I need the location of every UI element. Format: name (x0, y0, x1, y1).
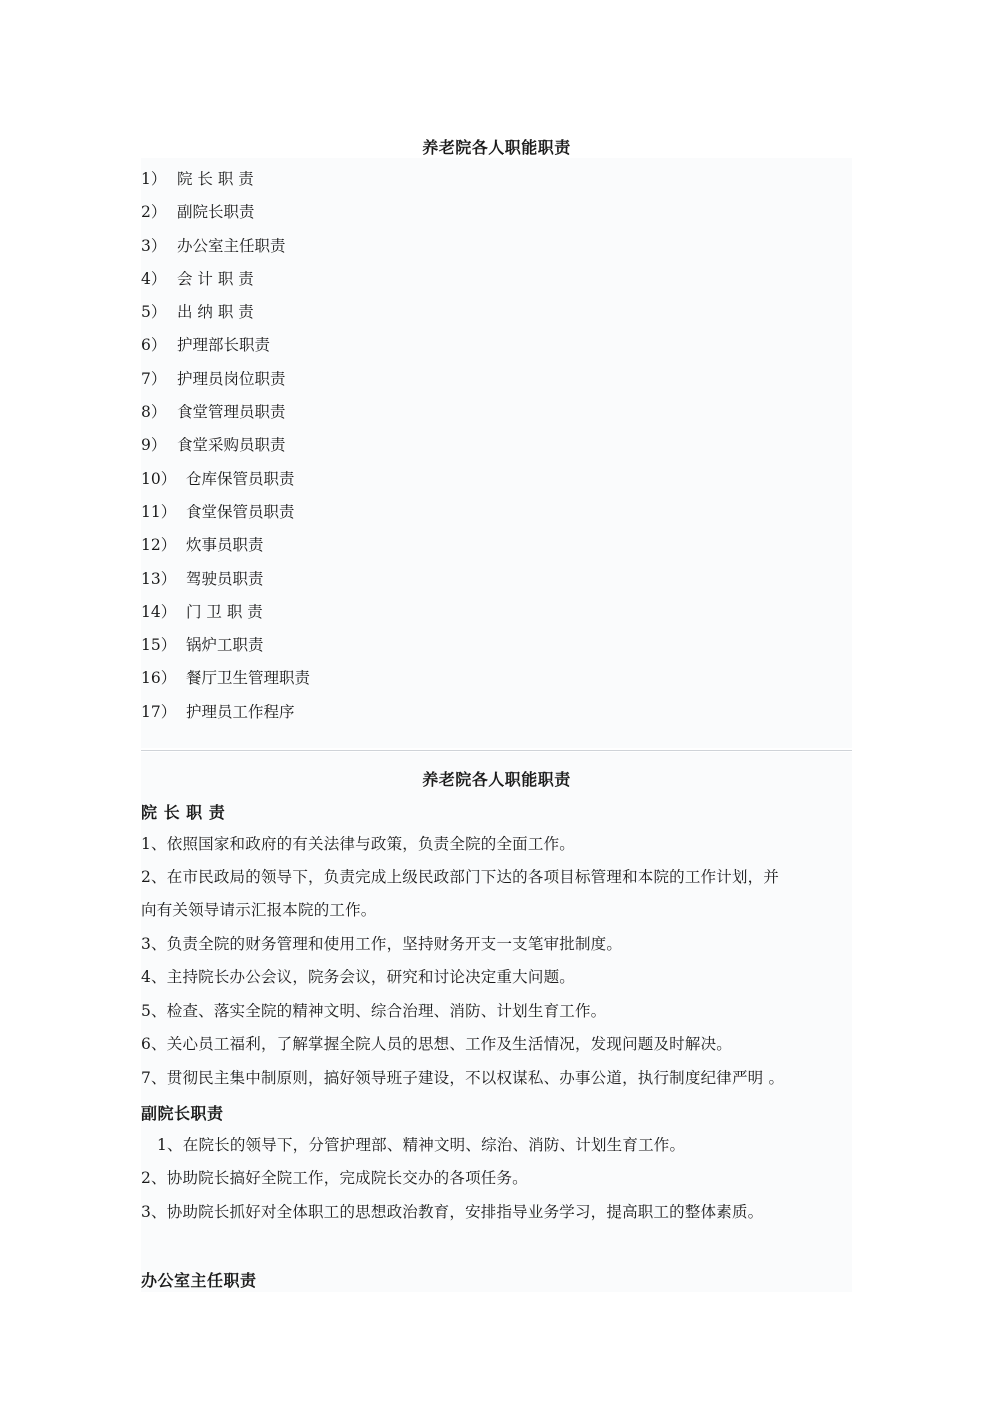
toc-item (141, 368, 852, 401)
toc-number: 2） (141, 203, 167, 222)
toc-item (141, 667, 852, 700)
toc-item (141, 534, 852, 567)
toc-number: 6） (141, 336, 167, 355)
toc-label: 锅炉工职责 (186, 636, 264, 655)
director-duty: 7、贯彻民主集中制原则，搞好领导班子建设，不以权谋私、办事公道，执行制度纪律严明 。 (141, 1069, 785, 1087)
director-duty: 5、检查、落实全院的精神文明、综合治理、消防、计划生育工作。 (141, 1002, 607, 1020)
toc-label: 驾驶员职责 (186, 569, 264, 588)
director-duty: 3、负责全院的财务管理和使用工作，坚持财务开支一支笔审批制度。 (141, 935, 623, 953)
toc-label: 餐厅卫生管理职责 (186, 669, 311, 688)
toc-item (141, 701, 852, 734)
toc-item (141, 401, 852, 434)
deputy-duty: 3、协助院长抓好对全体职工的思想政治教育，安排指导业务学习，提高职工的整体素质。 (141, 1203, 764, 1221)
toc-item (141, 168, 852, 201)
toc-label: 副院长职责 (177, 203, 255, 222)
toc-label: 食堂管理员职责 (177, 403, 286, 422)
director-duty: 1、依照国家和政府的有关法律与政策，负责全院的全面工作。 (141, 835, 575, 853)
toc-number: 3） (141, 236, 167, 255)
toc-number: 12） (141, 536, 177, 555)
section-title: 养老院各人职能职责 (422, 770, 571, 789)
toc-item (141, 434, 852, 467)
toc-number: 9） (141, 436, 167, 455)
toc-label: 院 长 职 责 (177, 170, 254, 188)
toc-number: 16） (141, 669, 177, 688)
toc-label: 仓库保管员职责 (186, 469, 295, 488)
toc-number: 13） (141, 569, 177, 588)
director-duty: 4、主持院长办公会议，院务会议，研究和讨论决定重大问题。 (141, 968, 575, 986)
document-title: 养老院各人职能职责 (422, 138, 571, 157)
toc-number: 1） (141, 170, 167, 188)
toc-item (141, 568, 852, 601)
toc-item (141, 501, 852, 534)
toc-label: 食堂采购员职责 (177, 436, 286, 455)
toc-label: 炊事员职责 (186, 536, 264, 555)
office-director-heading: 办公室主任职责 (141, 1271, 257, 1290)
director-duty: 2、在市民政局的领导下，负责完成上级民政部门下达的各项目标管理和本院的工作计划，并 (141, 868, 780, 886)
toc-number: 10） (141, 469, 177, 488)
director-duty-continued: 向有关领导请示汇报本院的工作。 (141, 901, 377, 919)
toc-number: 4） (141, 269, 167, 288)
toc-item (141, 634, 852, 667)
toc-number: 5） (141, 303, 167, 322)
toc-label: 护理员岗位职责 (177, 369, 286, 388)
director-heading: 院 长 职 责 (141, 803, 226, 822)
toc-label: 护理部长职责 (177, 336, 271, 355)
toc-item (141, 268, 852, 301)
toc-item (141, 235, 852, 268)
toc-label: 门 卫 职 责 (186, 602, 263, 621)
director-duty: 6、关心员工福利，了解掌握全院人员的思想、工作及生活情况，发现问题及时解决。 (141, 1035, 732, 1053)
toc-item (141, 334, 852, 367)
toc-item (141, 301, 852, 334)
toc-item (141, 601, 852, 634)
deputy-duty: 2、协助院长搞好全院工作，完成院长交办的各项任务。 (141, 1169, 528, 1187)
toc-item (141, 201, 852, 234)
toc-number: 14） (141, 602, 177, 621)
table-of-contents (141, 168, 852, 734)
toc-number: 11） (141, 502, 177, 521)
toc-label: 出 纳 职 责 (177, 303, 254, 322)
toc-label: 护理员工作程序 (186, 702, 295, 721)
section-divider (141, 750, 852, 751)
deputy-duty: 1、在院长的领导下，分管护理部、精神文明、综治、消防、计划生育工作。 (157, 1136, 686, 1154)
toc-number: 15） (141, 636, 177, 655)
toc-number: 8） (141, 403, 167, 422)
deputy-heading: 副院长职责 (141, 1104, 224, 1123)
toc-label: 会 计 职 责 (177, 269, 254, 288)
toc-number: 17） (141, 702, 177, 721)
toc-item (141, 468, 852, 501)
toc-number: 7） (141, 369, 167, 388)
toc-label: 办公室主任职责 (177, 236, 286, 255)
toc-label: 食堂保管员职责 (186, 502, 295, 521)
